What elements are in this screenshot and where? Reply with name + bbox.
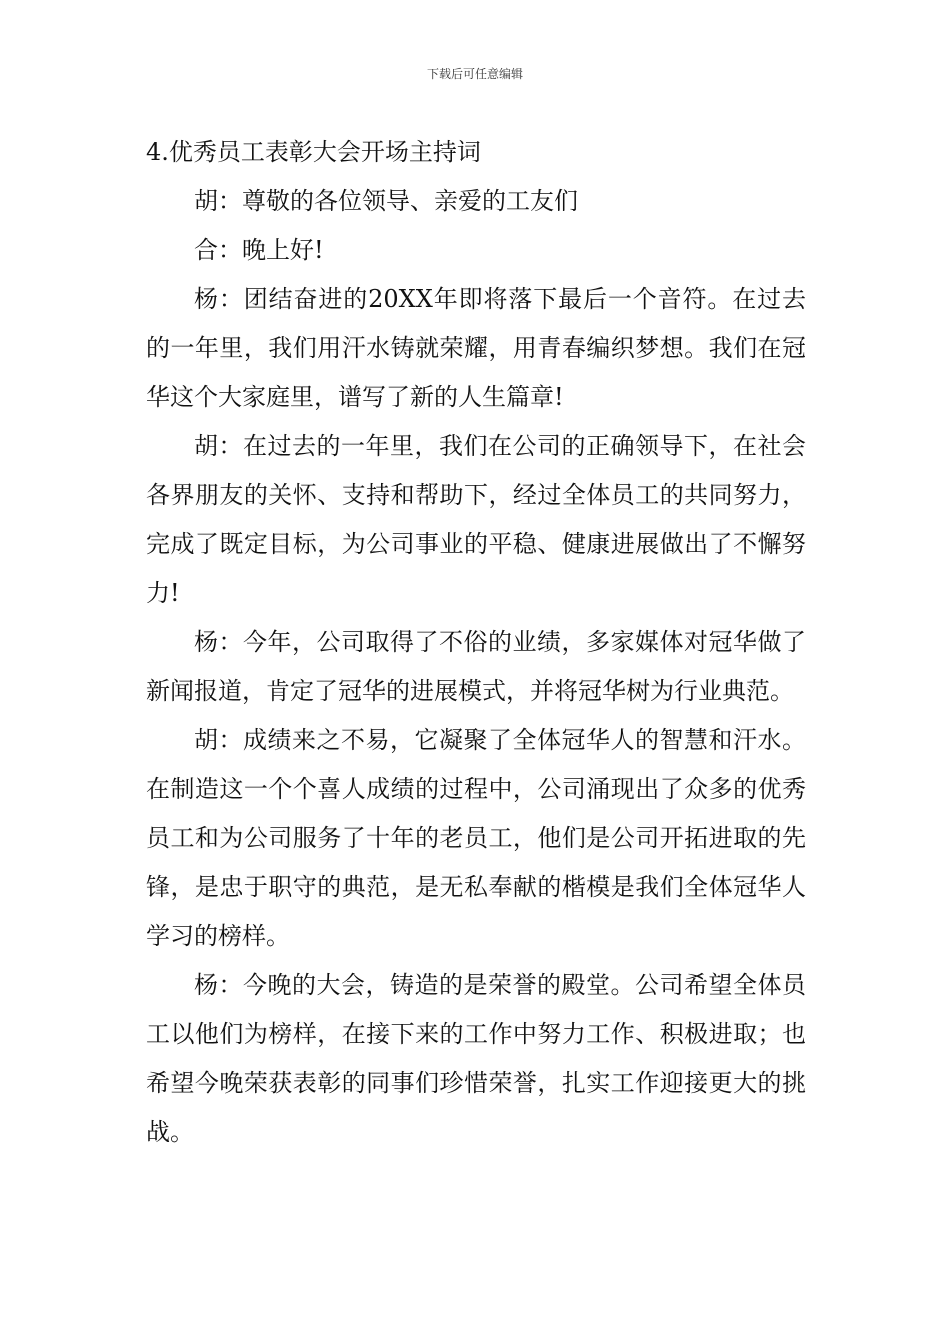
paragraph-chorus: 合：晚上好! <box>194 236 324 264</box>
paragraph-yang-2: 杨：今年，公司取得了不俗的业绩，多家媒体对冠华做了新闻报道，肯定了冠华的进展模式，并将冠华树为行业典范。 <box>146 628 806 705</box>
paragraph-hu-1: 胡：在过去的一年里，我们在公司的正确领导下，在社会各界朋友的关怀、支持和帮助下，经过全体员工的共同努力，完成了既定目标，为公司事业的平稳、健康进展做出了不懈努力! <box>146 432 806 607</box>
paragraph-yang-3: 杨：今晚的大会，铸造的是荣誉的殿堂。公司希望全体员工以他们为榜样，在接下来的工作中努力工作、积极进取；也希望今晚荣获表彰的同事们珍惜荣誉，扎实工作迎接更大的挑战。 <box>146 971 806 1146</box>
document-title: 4.优秀员工表彰大会开场主持词 <box>146 138 481 166</box>
paragraph-greeting: 胡：尊敬的各位领导、亲爱的工友们 <box>194 187 578 215</box>
paragraph-yang-1: 杨：团结奋进的20XX年即将落下最后一个音符。在过去的一年里，我们用汗水铸就荣耀，用青春编织梦想。我们在冠华这个大家庭里，谱写了新的人生篇章! <box>146 285 806 411</box>
document-body <box>146 128 806 1157</box>
paragraph-hu-2: 胡：成绩来之不易，它凝聚了全体冠华人的智慧和汗水。在制造这一个个喜人成绩的过程中，公司涌现出了众多的优秀员工和为公司服务了十年的老员工，他们是公司开拓进取的先锋，是忠于职守的典范，是无私奉献的楷模是我们全体冠华人学习的榜样。 <box>146 726 806 950</box>
page-header: 下载后可任意编辑 <box>426 67 523 81</box>
